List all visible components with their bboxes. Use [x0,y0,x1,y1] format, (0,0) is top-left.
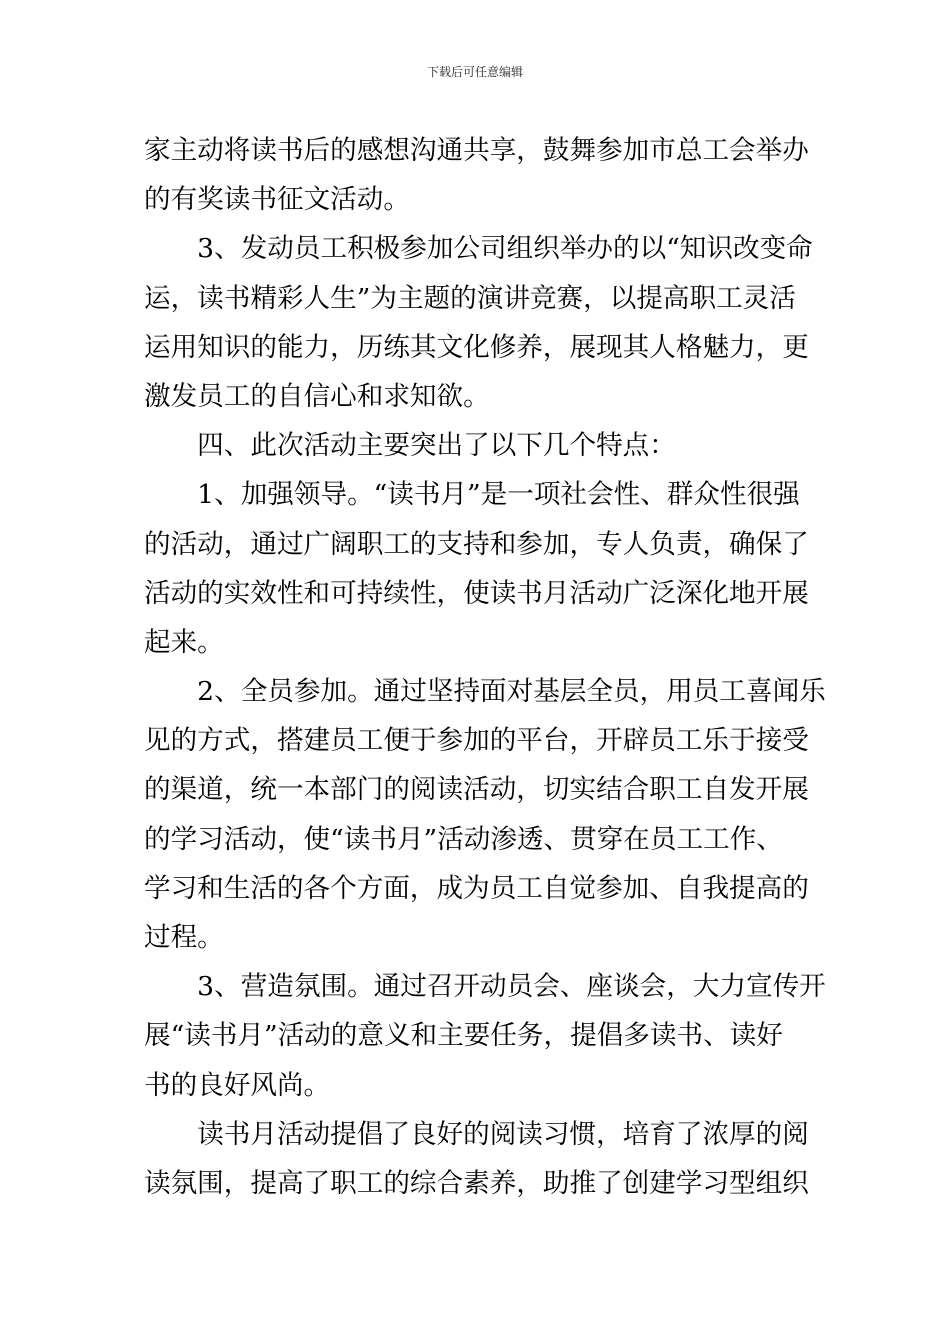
text-line: 四、此次活动主要突出了以下几个特点： [144,430,676,462]
text-line: 3、营造氛围。通过召开动员会、座谈会，大力宣传开 [144,971,826,1003]
text-line: 的活动，通过广阔职工的支持和参加，专人负责，确保了 [144,528,809,560]
text-line: 读书月活动提倡了良好的阅读习惯，培育了浓厚的阅 [144,1118,809,1150]
text-line: 见的方式，搭建员工便于参加的平台，开辟员工乐于接受 [144,725,809,757]
text-line: 运，读书精彩人生”为主题的演讲竞赛，以提高职工灵活 [144,282,796,314]
text-line: 家主动将读书后的感想沟通共享，鼓舞参加市总工会举办 [144,135,809,166]
document-body [144,126,826,1208]
text-line: 2、全员参加。通过坚持面对基层全员，用员工喜闻乐 [144,676,826,708]
text-line: 过程。 [144,922,224,953]
text-line: 1、加强领导。“读书月”是一项社会性、群众性很强 [144,479,800,511]
text-line: 3、发动员工积极参加公司组织举办的以“知识改变命 [144,233,813,265]
text-line: 读氛围，提高了职工的综合素养，助推了创建学习型组织 [144,1167,809,1199]
text-line: 起来。 [144,626,224,658]
text-line: 运用知识的能力，历练其文化修养，展现其人格魅力，更 [144,331,809,363]
text-line: 活动的实效性和可持续性，使读书月活动广泛深化地开展 [144,577,809,609]
text-line: 的渠道，统一本部门的阅读活动，切实结合职工自发开展 [144,774,809,806]
text-line: 展“读书月”活动的意义和主要任务，提倡多读书、读好 [144,1020,783,1052]
page-header-note: 下载后可任意编辑 [426,65,523,79]
text-line: 书的良好风尚。 [144,1069,331,1101]
text-line: 激发员工的自信心和求知欲。 [144,380,490,412]
text-line: 的有奖读书征文活动。 [144,184,410,216]
text-line: 的学习活动，使“读书月”活动渗透、贯穿在员工工作、 [144,823,783,855]
text-line: 学习和生活的各个方面，成为员工自觉参加、自我提高的 [144,872,809,904]
